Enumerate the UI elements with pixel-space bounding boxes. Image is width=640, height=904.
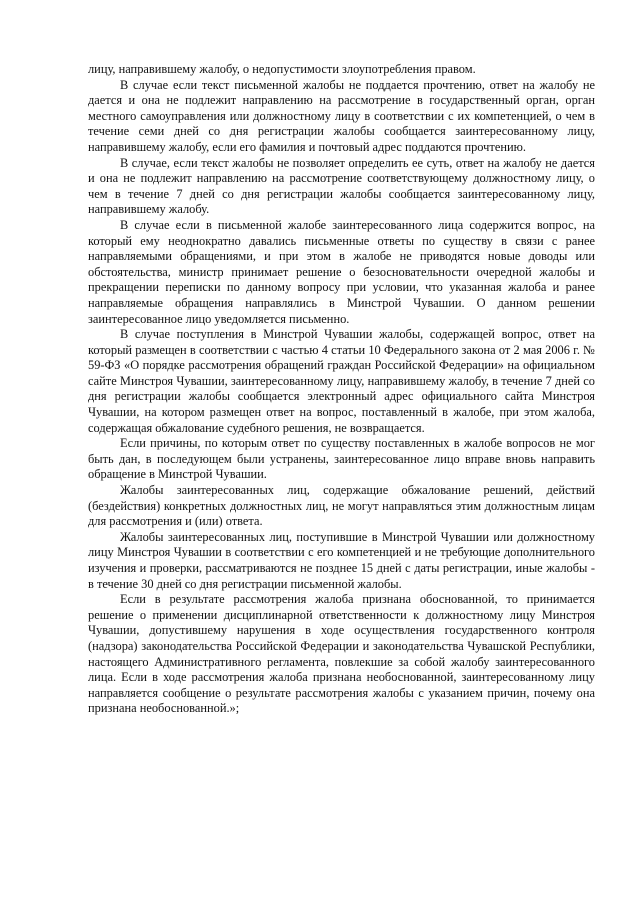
paragraph-review-result: Если в результате рассмотрения жалоба признана обоснованной, то принимается решение о применении дисциплинарной ответственности к должностному лицу Минстроя Чувашии, допустившему нарушения в ходе осуществления государственного контроля (надзора) законодательства Российской Федерации и законодательства Чувашской Республики, настоящего Административного регламента, повлекшие за собой жалобу заинтересованного лица. Если в ходе рассмотрения жалоба признана необоснованной, заинтересованному лицу направляется сообщение о результате рассмотрения жалобы с указанием причин, почему она признана необоснованной.»;	[88, 592, 595, 716]
paragraph-continuation: лицу, направившему жалобу, о недопустимости злоупотребления правом.	[88, 62, 476, 76]
paragraph-review-deadlines: Жалобы заинтересованных лиц, поступившие в Минстрой Чувашии или должностному лицу Минстроя Чувашии в соответствии с его компетенцией и не требующие дополнительного изучения и проверки, рассматриваются не позднее 15 дней с даты регистрации, иные жалобы - в течение 30 дней со дня регистрации письменной жалобы.	[88, 529, 595, 591]
paragraph-undefined-essence: В случае, если текст жалобы не позволяет определить ее суть, ответ на жалобу не дается и она не подлежит направлению на рассмотрение соответствующему должностному лицу, о чем в течение 7 дней со дня регистрации жалобы сообщается заинтересованному лицу, направившему жалобу.	[88, 155, 595, 217]
paragraph-reasons-eliminated: Если причины, по которым ответ по существу поставленных в жалобе вопросов не мог быть дан, в последующем были устранены, заинтересованное лицо вправе вновь направить обращение в Минстрой Чувашии.	[88, 436, 595, 482]
paragraph-published-answer: В случае поступления в Минстрой Чувашии жалобы, содержащей вопрос, ответ на который размещен в соответствии с частью 4 статьи 10 Федерального закона от 2 мая 2006 г. № 59-ФЗ «О порядке рассмотрения обращений граждан Российской Федерации» на официальном сайте Минстроя Чувашии, заинтересованному лицу, направившему жалобу, в течение 7 дней со дня регистрации жалобы сообщается электронный адрес официального сайта Минстроя Чувашии, на котором размещен ответ на вопрос, поставленный в жалобе, при этом жалоба, содержащая обжалование судебного решения, не возвращается.	[88, 327, 595, 435]
paragraph-repeated-question: В случае если в письменной жалобе заинтересованного лица содержится вопрос, на который ему неоднократно давались письменные ответы по существу в связи с ранее направляемыми обращениями, и при этом в жалобе не приводятся новые доводы или обстоятельства, министр принимает решение о безосновательности очередной жалобы и прекращении переписки по данному вопросу при условии, что указанная жалоба и ранее направляемые обращения направлялись в Минстрой Чувашии. О данном решении заинтересованное лицо уведомляется письменно.	[88, 217, 595, 326]
paragraph-appeal-officials: Жалобы заинтересованных лиц, содержащие обжалование решений, действий (бездействия) конкретных должностных лиц, не могут направляться этим должностным лицам для рассмотрения и (или) ответа.	[88, 483, 595, 529]
paragraph-unreadable-text: В случае если текст письменной жалобы не поддается прочтению, ответ на жалобу не дается и она не подлежит направлению на рассмотрение в государственный орган, орган местного самоуправления или должностному лицу в соответствии с их компетенцией, о чем в течение семи дней со дня регистрации жалобы сообщается заинтересованному лицу, направившему жалобу, если его фамилия и почтовый адрес поддаются прочтению.	[88, 77, 595, 154]
document-page	[88, 62, 595, 717]
